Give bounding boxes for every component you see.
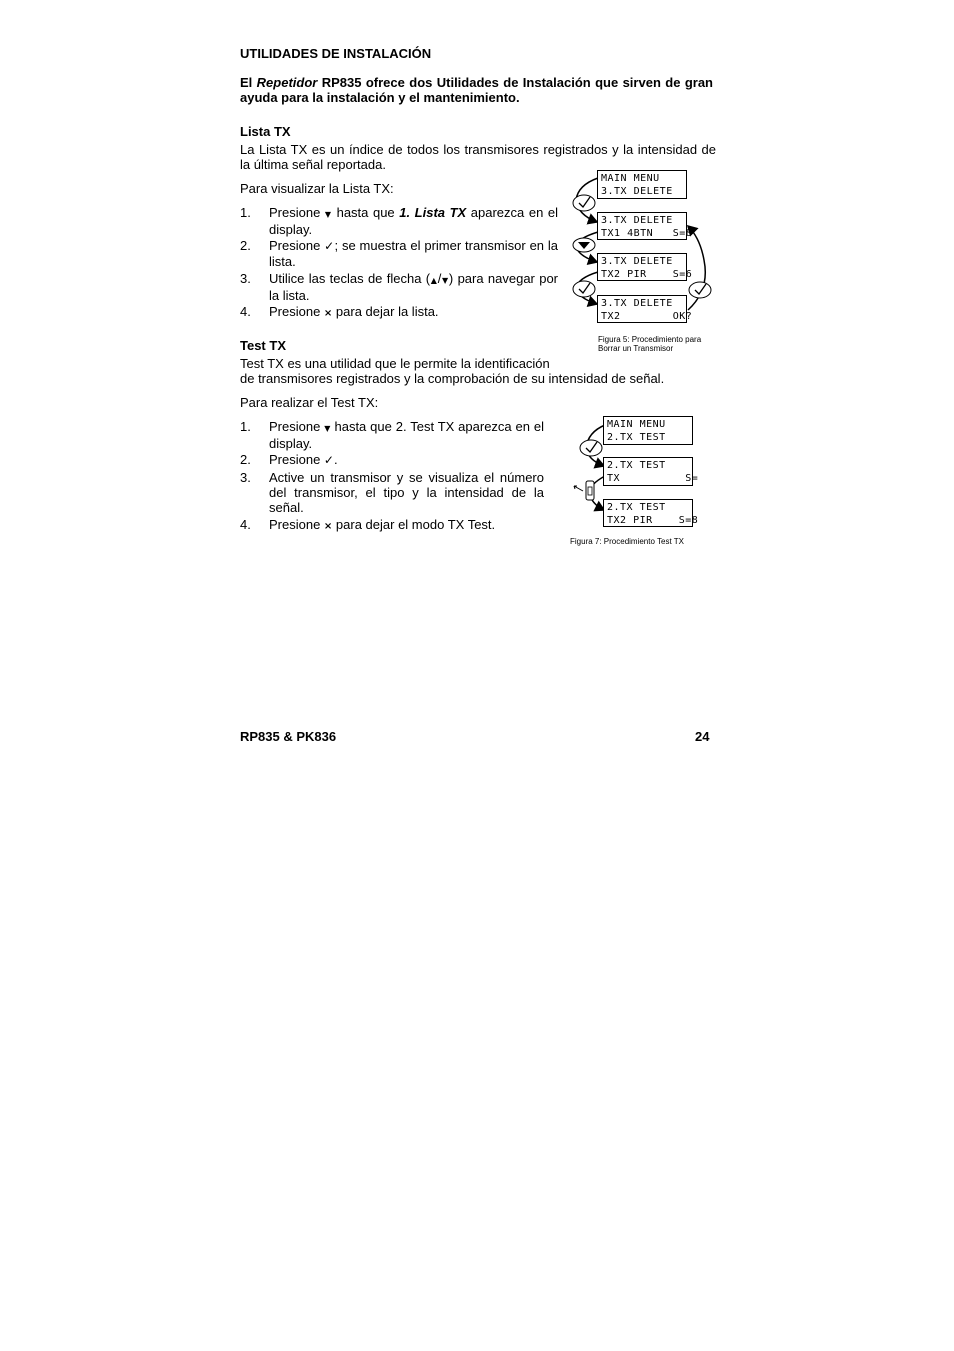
intro-part1: El (240, 75, 257, 90)
lcd-screen-tx2-pir: 2.TX TEST TX2 PIR S=8 (603, 499, 693, 527)
lcd-screen-main-menu: MAIN MENU 3.TX DELETE (597, 170, 687, 199)
lista-tx-intro: Para visualizar la Lista TX: (240, 181, 394, 196)
figure-5-caption: Figura 5: Procedimiento para Borrar un Transmisor (598, 335, 702, 353)
figure-7-caption: Figura 7: Procedimiento Test TX (570, 537, 684, 546)
check-icon: ✓ (323, 453, 334, 467)
lcd-screen-tx1: 3.TX DELETE TX1 4BTN S=8 (597, 212, 687, 240)
lcd-screen-main-menu: MAIN MENU 2.TX TEST (603, 416, 693, 445)
step-number: 1. (240, 419, 251, 434)
cross-icon: × (323, 308, 333, 319)
down-key-icon (573, 238, 595, 252)
step-number: 3. (240, 470, 251, 485)
footer-left: RP835 & PK836 (240, 729, 337, 744)
transmitter-icon (574, 481, 594, 500)
lcd-screen-tx2: 3.TX DELETE TX2 PIR S=6 (597, 253, 687, 281)
down-arrow-icon: ▼ (441, 276, 449, 285)
intro-italic: Repetidor (256, 75, 318, 90)
intro-part2: RP835 ofrece dos Utilidades de Instalación que sirven de gran ayuda para la instalación y el mantenimiento. (240, 75, 713, 105)
check-key-icon (573, 281, 595, 297)
page-number: 24 (695, 729, 710, 744)
up-arrow-icon: ▲ (430, 276, 438, 285)
lista-tx-description: La Lista TX es un índice de todos los transmisores registrados y la intensidad de la última señal reportada. (240, 142, 716, 172)
down-arrow-icon: ▼ (324, 424, 331, 433)
flow-arrow (576, 232, 598, 262)
step-number: 4. (240, 517, 251, 532)
step-number: 2. (240, 238, 251, 253)
check-icon: ✓ (324, 239, 335, 253)
flow-arrow (576, 272, 598, 304)
lcd-screen-tx-test: 2.TX TEST TX S= (603, 457, 693, 486)
intro-paragraph (240, 75, 713, 105)
check-key-icon (573, 195, 595, 211)
test-tx-description: Test TX es una utilidad que le permite la identificación de transmisores registrados y la comprobación de su intensidad de señal. (240, 356, 665, 386)
check-key-icon (689, 282, 711, 298)
step-number: 4. (240, 304, 251, 319)
test-tx-heading: Test TX (240, 338, 286, 353)
check-key-icon (580, 440, 602, 456)
step-number: 1. (240, 205, 251, 220)
step-number: 3. (240, 271, 251, 286)
lcd-screen-tx2-ok: 3.TX DELETE TX2 OK? (597, 295, 687, 323)
flow-arrow (576, 178, 598, 222)
section-title: UTILIDADES DE INSTALACIÓN (240, 46, 432, 61)
test-tx-intro: Para realizar el Test TX: (240, 395, 379, 410)
cross-icon: × (323, 521, 333, 532)
lista-tx-heading: Lista TX (240, 124, 291, 139)
step-number: 2. (240, 452, 251, 467)
down-arrow-icon: ▼ (324, 210, 333, 219)
